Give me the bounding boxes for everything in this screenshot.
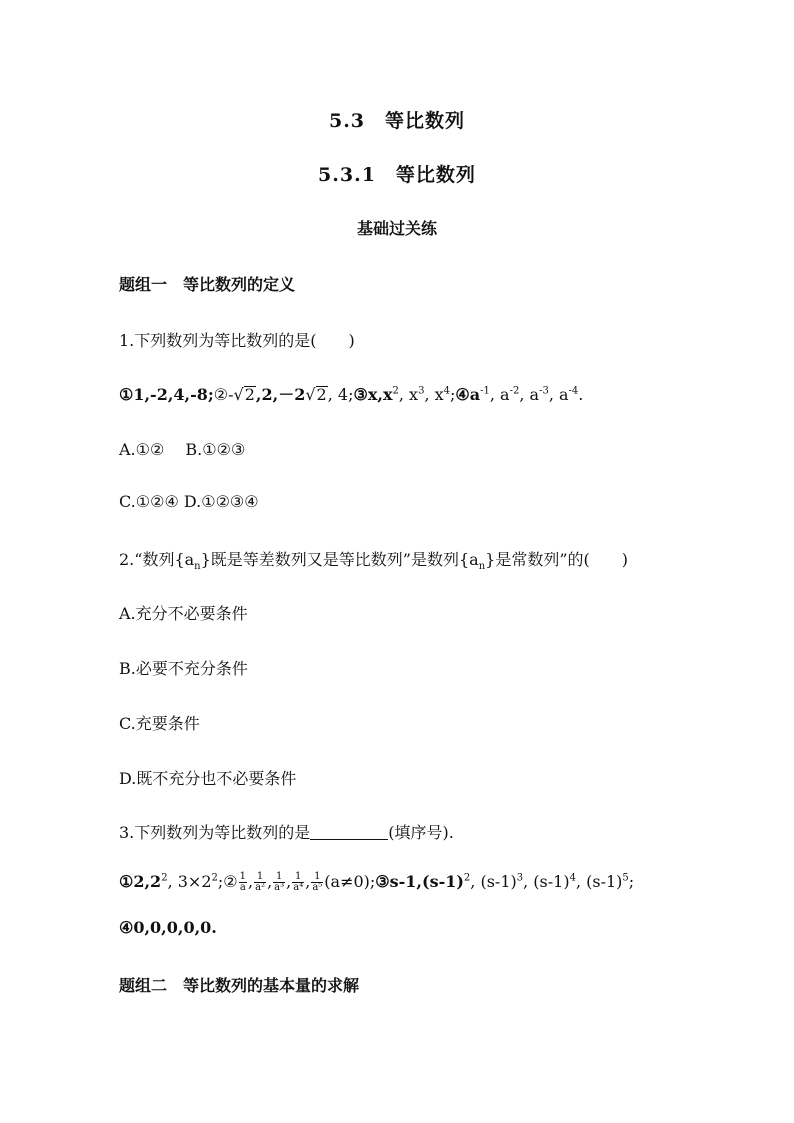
subsection-title: 5.3.1 等比数列	[318, 164, 476, 186]
question-2-option-a: A.充分不必要条件	[119, 604, 248, 623]
question-2-stem: 2.“数列$\{a_n\}$既是等差数列又是等比数列”是数列$\{a_n\}$是常数列”的( )	[119, 550, 629, 573]
question-3-sequence-d: ④0,0,0,0,0.	[119, 918, 217, 937]
question-2-option-c: C.充要条件	[119, 714, 200, 733]
group-heading-2: 题组二 等比数列的基本量的求解	[119, 976, 360, 995]
answer-blank[interactable]	[310, 825, 388, 840]
question-3-sequences: $①2,2^2$, $3\times 2^2;②$ $\frac{1}{a}$ , $\frac{1}{\text{a²}}$ , $\frac{1}{\text{a³}}$ , $\frac{1}{\text{a⁴}}$ , $\frac{1}{\text{a⁵}}$ $(a\ne 0);③s-1,(s-1)^2$, $(s-1)^3$, $(s-1)^4$, $(s-1)^5$;	[119, 871, 635, 893]
question-3-stem: 3.下列数列为等比数列的是 (填序号).	[119, 823, 454, 842]
question-1-options-cd: C.①②④ D.①②③④	[119, 492, 259, 511]
question-2-option-b: B.必要不充分条件	[119, 659, 248, 678]
section-title: 5.3 等比数列	[328, 110, 466, 132]
practice-title: 基础过关练	[356, 219, 437, 238]
group-heading-1: 题组一 等比数列的定义	[119, 275, 296, 294]
question-1-sequences: ①1,-2,4,-8;②-√2,2,－2√2, $4;③x,x^2$, $x^3$, $x^4;④a^{-1}$, $a^{-2}$, $a^{-3}$, $a^{-4}$.	[119, 385, 584, 404]
question-2-option-d: D.既不充分也不必要条件	[119, 769, 297, 788]
question-1-options-ab: A.①② B.①②③	[119, 440, 246, 459]
question-1-stem: 1.下列数列为等比数列的是( )	[119, 331, 355, 350]
